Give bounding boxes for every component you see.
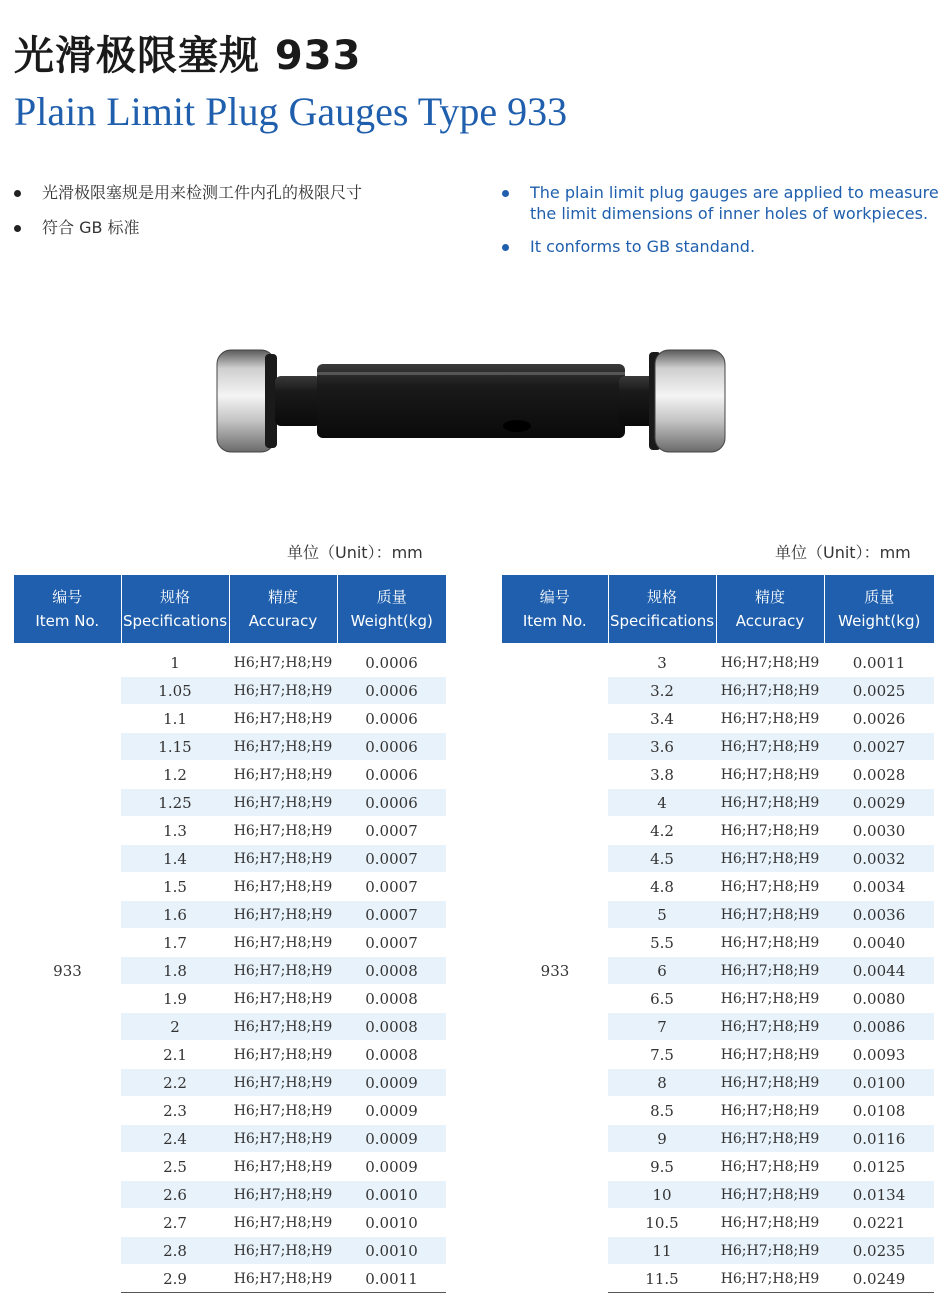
weight-cell: 0.0007 — [337, 817, 446, 845]
spec-cell: 8 — [608, 1069, 716, 1097]
spec-cell: 11 — [608, 1237, 716, 1265]
accuracy-cell: H6;H7;H8;H9 — [716, 733, 824, 761]
spec-cell: 1.1 — [121, 705, 229, 733]
accuracy-cell: H6;H7;H8;H9 — [716, 1069, 824, 1097]
accuracy-cell: H6;H7;H8;H9 — [229, 1209, 337, 1237]
accuracy-cell: H6;H7;H8;H9 — [229, 1013, 337, 1041]
description-list-cn — [12, 182, 362, 252]
weight-cell: 0.0040 — [824, 929, 934, 957]
spec-cell: 6.5 — [608, 985, 716, 1013]
accuracy-cell: H6;H7;H8;H9 — [229, 646, 337, 677]
spec-cell: 2.3 — [121, 1097, 229, 1125]
weight-cell: 0.0030 — [824, 817, 934, 845]
accuracy-cell: H6;H7;H8;H9 — [716, 1097, 824, 1125]
spec-cell: 4.2 — [608, 817, 716, 845]
spec-cell: 9.5 — [608, 1153, 716, 1181]
accuracy-cell: H6;H7;H8;H9 — [716, 705, 824, 733]
accuracy-cell: H6;H7;H8;H9 — [716, 646, 824, 677]
weight-cell: 0.0006 — [337, 677, 446, 705]
weight-cell: 0.0009 — [337, 1125, 446, 1153]
spec-cell: 2.2 — [121, 1069, 229, 1097]
unit-label: 单位（Unit）：mm — [775, 543, 911, 562]
header-weight: 质量 Weight(kg) — [337, 575, 446, 646]
item-no-cell: 933 — [14, 646, 121, 1293]
weight-cell: 0.0010 — [337, 1209, 446, 1237]
accuracy-cell: H6;H7;H8;H9 — [716, 929, 824, 957]
description-list-en — [500, 182, 940, 269]
spec-table-right — [502, 575, 934, 1293]
accuracy-cell: H6;H7;H8;H9 — [716, 789, 824, 817]
accuracy-cell: H6;H7;H8;H9 — [229, 789, 337, 817]
weight-cell: 0.0011 — [824, 646, 934, 677]
spec-cell: 11.5 — [608, 1265, 716, 1293]
weight-cell: 0.0249 — [824, 1265, 934, 1293]
weight-cell: 0.0008 — [337, 985, 446, 1013]
weight-cell: 0.0235 — [824, 1237, 934, 1265]
header-specifications: 规格 Specifications — [608, 575, 716, 646]
accuracy-cell: H6;H7;H8;H9 — [716, 1237, 824, 1265]
bullet-item: 光滑极限塞规是用来检测工件内孔的极限尺寸 — [12, 182, 362, 217]
spec-cell: 2.1 — [121, 1041, 229, 1069]
spec-cell: 1.3 — [121, 817, 229, 845]
spec-cell: 1.6 — [121, 901, 229, 929]
weight-cell: 0.0006 — [337, 646, 446, 677]
weight-cell: 0.0006 — [337, 789, 446, 817]
accuracy-cell: H6;H7;H8;H9 — [229, 873, 337, 901]
spec-cell: 1.2 — [121, 761, 229, 789]
spec-cell: 10 — [608, 1181, 716, 1209]
spec-cell: 2.9 — [121, 1265, 229, 1293]
weight-cell: 0.0134 — [824, 1181, 934, 1209]
accuracy-cell: H6;H7;H8;H9 — [229, 1181, 337, 1209]
weight-cell: 0.0125 — [824, 1153, 934, 1181]
weight-cell: 0.0116 — [824, 1125, 934, 1153]
accuracy-cell: H6;H7;H8;H9 — [229, 957, 337, 985]
spec-cell: 2.4 — [121, 1125, 229, 1153]
weight-cell: 0.0006 — [337, 705, 446, 733]
spec-cell: 5.5 — [608, 929, 716, 957]
spec-cell: 10.5 — [608, 1209, 716, 1237]
table-header-row — [14, 575, 446, 646]
weight-cell: 0.0007 — [337, 845, 446, 873]
accuracy-cell: H6;H7;H8;H9 — [229, 1069, 337, 1097]
weight-cell: 0.0008 — [337, 1041, 446, 1069]
accuracy-cell: H6;H7;H8;H9 — [716, 761, 824, 789]
header-weight: 质量 Weight(kg) — [824, 575, 934, 646]
header-accuracy: 精度 Accuracy — [229, 575, 337, 646]
accuracy-cell: H6;H7;H8;H9 — [716, 1265, 824, 1293]
spec-cell: 3.2 — [608, 677, 716, 705]
spec-cell: 2.8 — [121, 1237, 229, 1265]
weight-cell: 0.0026 — [824, 705, 934, 733]
accuracy-cell: H6;H7;H8;H9 — [229, 817, 337, 845]
accuracy-cell: H6;H7;H8;H9 — [229, 1125, 337, 1153]
header-item-no: 编号 Item No. — [14, 575, 121, 646]
accuracy-cell: H6;H7;H8;H9 — [229, 1097, 337, 1125]
header-item-no: 编号 Item No. — [502, 575, 608, 646]
weight-cell: 0.0027 — [824, 733, 934, 761]
spec-cell: 3.8 — [608, 761, 716, 789]
spec-cell: 1.5 — [121, 873, 229, 901]
weight-cell: 0.0100 — [824, 1069, 934, 1097]
spec-cell: 1 — [121, 646, 229, 677]
spec-cell: 6 — [608, 957, 716, 985]
accuracy-cell: H6;H7;H8;H9 — [229, 901, 337, 929]
accuracy-cell: H6;H7;H8;H9 — [716, 845, 824, 873]
accuracy-cell: H6;H7;H8;H9 — [716, 1013, 824, 1041]
spec-cell: 4 — [608, 789, 716, 817]
accuracy-cell: H6;H7;H8;H9 — [229, 985, 337, 1013]
bullet-item: 符合 GB 标准 — [12, 217, 362, 252]
spec-cell: 1.9 — [121, 985, 229, 1013]
header-accuracy: 精度 Accuracy — [716, 575, 824, 646]
accuracy-cell: H6;H7;H8;H9 — [716, 985, 824, 1013]
accuracy-cell: H6;H7;H8;H9 — [716, 1125, 824, 1153]
page-title-cn: 光滑极限塞规 933 — [14, 33, 362, 79]
weight-cell: 0.0034 — [824, 873, 934, 901]
spec-cell: 1.15 — [121, 733, 229, 761]
header-specifications: 规格 Specifications — [121, 575, 229, 646]
weight-cell: 0.0006 — [337, 761, 446, 789]
accuracy-cell: H6;H7;H8;H9 — [229, 677, 337, 705]
weight-cell: 0.0093 — [824, 1041, 934, 1069]
spec-cell: 3.4 — [608, 705, 716, 733]
bullet-item: It conforms to GB standand. — [500, 236, 940, 257]
accuracy-cell: H6;H7;H8;H9 — [716, 1209, 824, 1237]
spec-cell: 7 — [608, 1013, 716, 1041]
weight-cell: 0.0086 — [824, 1013, 934, 1041]
weight-cell: 0.0221 — [824, 1209, 934, 1237]
accuracy-cell: H6;H7;H8;H9 — [229, 1265, 337, 1293]
accuracy-cell: H6;H7;H8;H9 — [716, 1041, 824, 1069]
spec-cell: 9 — [608, 1125, 716, 1153]
spec-cell: 3 — [608, 646, 716, 677]
accuracy-cell: H6;H7;H8;H9 — [229, 733, 337, 761]
accuracy-cell: H6;H7;H8;H9 — [229, 845, 337, 873]
weight-cell: 0.0006 — [337, 733, 446, 761]
weight-cell: 0.0007 — [337, 929, 446, 957]
table-header-row — [502, 575, 934, 646]
weight-cell: 0.0009 — [337, 1153, 446, 1181]
weight-cell: 0.0044 — [824, 957, 934, 985]
spec-cell: 2 — [121, 1013, 229, 1041]
accuracy-cell: H6;H7;H8;H9 — [716, 1181, 824, 1209]
accuracy-cell: H6;H7;H8;H9 — [716, 817, 824, 845]
spec-cell: 7.5 — [608, 1041, 716, 1069]
weight-cell: 0.0032 — [824, 845, 934, 873]
accuracy-cell: H6;H7;H8;H9 — [229, 1041, 337, 1069]
spec-cell: 5 — [608, 901, 716, 929]
weight-cell: 0.0009 — [337, 1097, 446, 1125]
accuracy-cell: H6;H7;H8;H9 — [716, 677, 824, 705]
accuracy-cell: H6;H7;H8;H9 — [229, 1153, 337, 1181]
spec-cell: 4.5 — [608, 845, 716, 873]
weight-cell: 0.0011 — [337, 1265, 446, 1293]
table-row — [502, 646, 934, 677]
weight-cell: 0.0010 — [337, 1181, 446, 1209]
weight-cell: 0.0008 — [337, 957, 446, 985]
spec-cell: 8.5 — [608, 1097, 716, 1125]
unit-label: 单位（Unit）：mm — [287, 543, 423, 562]
accuracy-cell: H6;H7;H8;H9 — [716, 873, 824, 901]
accuracy-cell: H6;H7;H8;H9 — [716, 957, 824, 985]
accuracy-cell: H6;H7;H8;H9 — [229, 1237, 337, 1265]
weight-cell: 0.0008 — [337, 1013, 446, 1041]
accuracy-cell: H6;H7;H8;H9 — [229, 705, 337, 733]
accuracy-cell: H6;H7;H8;H9 — [229, 929, 337, 957]
spec-cell: 1.8 — [121, 957, 229, 985]
spec-table-left — [14, 575, 446, 1293]
weight-cell: 0.0029 — [824, 789, 934, 817]
spec-cell: 4.8 — [608, 873, 716, 901]
weight-cell: 0.0108 — [824, 1097, 934, 1125]
spec-cell: 2.6 — [121, 1181, 229, 1209]
spec-cell: 2.7 — [121, 1209, 229, 1237]
spec-cell: 3.6 — [608, 733, 716, 761]
table-row — [14, 646, 446, 677]
weight-cell: 0.0080 — [824, 985, 934, 1013]
weight-cell: 0.0028 — [824, 761, 934, 789]
weight-cell: 0.0036 — [824, 901, 934, 929]
weight-cell: 0.0007 — [337, 873, 446, 901]
plug-gauge-image — [215, 348, 745, 456]
weight-cell: 0.0009 — [337, 1069, 446, 1097]
bullet-item: The plain limit plug gauges are applied to measure the limit dimensions of inner holes of workpieces. — [500, 182, 940, 224]
weight-cell: 0.0025 — [824, 677, 934, 705]
spec-cell: 1.7 — [121, 929, 229, 957]
weight-cell: 0.0007 — [337, 901, 446, 929]
spec-cell: 2.5 — [121, 1153, 229, 1181]
accuracy-cell: H6;H7;H8;H9 — [229, 761, 337, 789]
spec-cell: 1.05 — [121, 677, 229, 705]
accuracy-cell: H6;H7;H8;H9 — [716, 1153, 824, 1181]
accuracy-cell: H6;H7;H8;H9 — [716, 901, 824, 929]
spec-cell: 1.4 — [121, 845, 229, 873]
weight-cell: 0.0010 — [337, 1237, 446, 1265]
spec-cell: 1.25 — [121, 789, 229, 817]
item-no-cell: 933 — [502, 646, 608, 1293]
page-title-en: Plain Limit Plug Gauges Type 933 — [14, 89, 568, 134]
